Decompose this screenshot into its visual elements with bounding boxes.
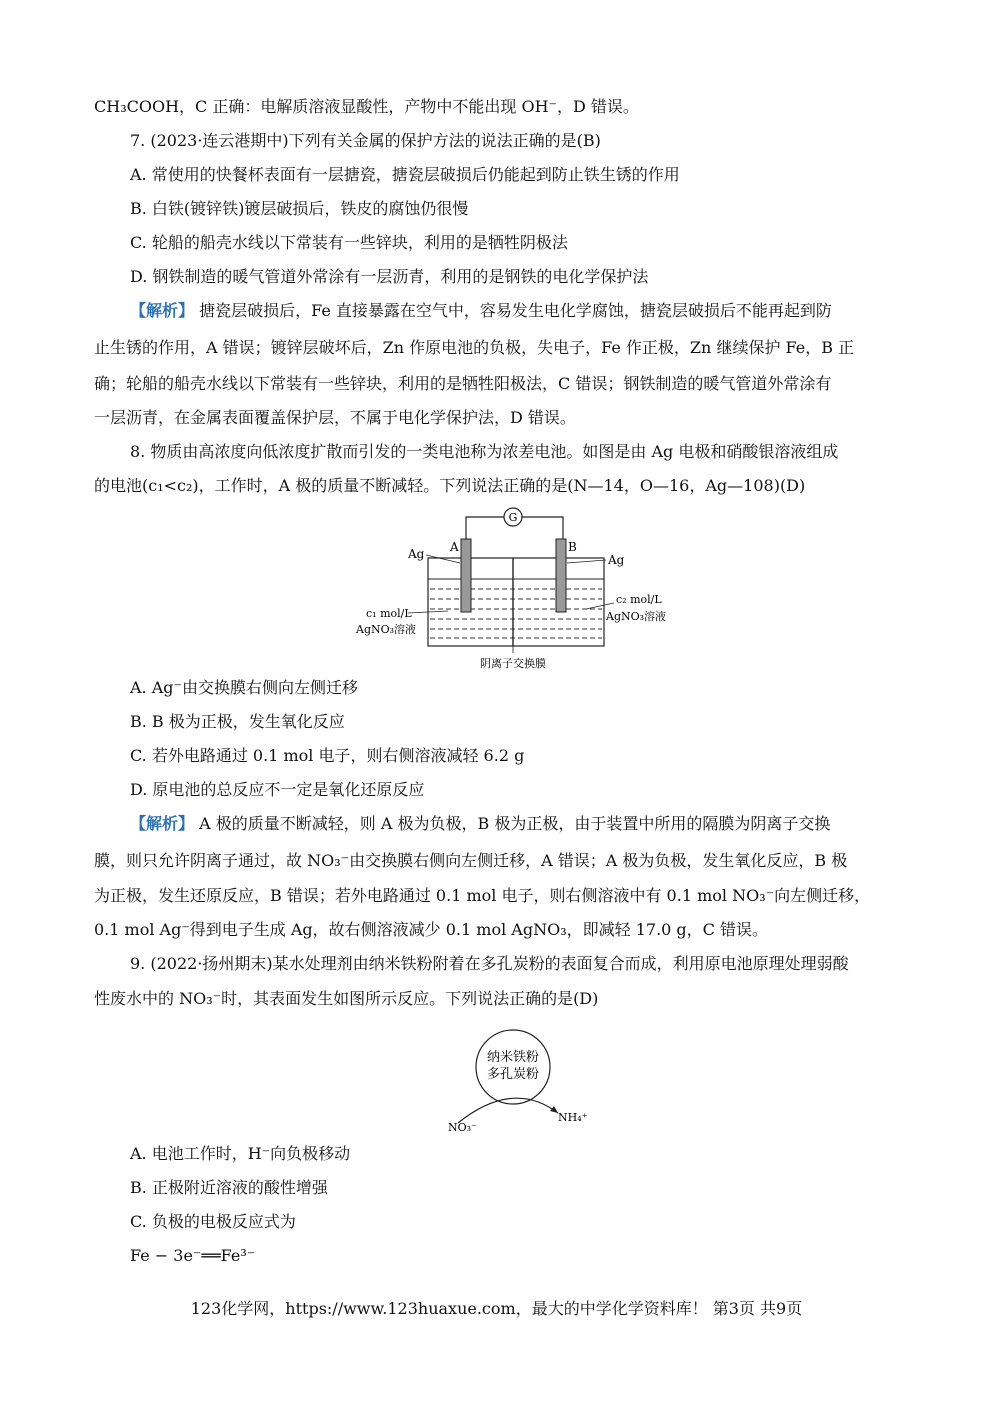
- galvanometer-label: G: [508, 511, 518, 524]
- electrode-a: [461, 539, 471, 612]
- reactant-label: NO₃⁻: [448, 1121, 477, 1134]
- left-solution: AgNO₃溶液: [356, 623, 417, 636]
- question-9-line2: 性废水中的 NO₃⁻时，其表面发生如图所示反应。下列说法正确的是(D): [94, 989, 599, 1008]
- analysis-text: A 极的质量不断减轻，则 A 极为负极，B 极为正极，由于装置中所用的隔膜为阴离子交换: [199, 814, 831, 833]
- option-7c: C. 轮船的船壳水线以下常装有一些锌块，利用的是牺牲阴极法: [130, 233, 568, 252]
- equation-9c: Fe − 3e⁻══Fe³⁻: [130, 1246, 256, 1265]
- right-solution: AgNO₃溶液: [606, 610, 667, 623]
- option-7d: D. 钢铁制造的暖气管道外常涂有一层沥青，利用的是钢铁的电化学保护法: [130, 267, 649, 286]
- left-concentration: c₁ mol/L: [366, 607, 412, 620]
- analysis-8-line1: [130, 813, 830, 835]
- ag-left-label: Ag: [408, 547, 425, 561]
- analysis-7-line3: 确；轮船的船壳水线以下常装有一些锌块，利用的是牺牲阳极法，C 错误；钢铁制造的暖气管道外常涂有: [94, 374, 832, 393]
- analysis-7-line4: 一层沥青，在金属表面覆盖保护层，不属于电化学保护法，D 错误。: [94, 408, 576, 427]
- option-9a: A. 电池工作时，H⁻向负极移动: [130, 1144, 351, 1163]
- option-8d: D. 原电池的总反应不一定是氧化还原反应: [130, 780, 425, 799]
- analysis-8-line3: 为正极，发生还原反应，B 错误；若外电路通过 0.1 mol 电子，则右侧溶液中有 0.1 mol NO₃⁻向左侧迁移，: [94, 886, 871, 905]
- membrane-label: 阴离子交换膜: [480, 657, 546, 670]
- electrode-b-label: B: [568, 540, 577, 554]
- concentration-cell-diagram: [350, 505, 670, 670]
- analysis-text: 搪瓷层破损后，Fe 直接暴露在空气中，容易发生电化学腐蚀，搪瓷层破损后不能再起到防: [199, 301, 832, 320]
- option-8c: C. 若外电路通过 0.1 mol 电子，则右侧溶液减轻 6.2 g: [130, 746, 525, 765]
- analysis-tag: 【解析】: [130, 301, 195, 320]
- right-concentration: c₂ mol/L: [616, 593, 662, 606]
- option-7b: B. 白铁(镀锌铁)镀层破损后，铁皮的腐蚀仍很慢: [130, 199, 469, 218]
- particle-label-2: 多孔炭粉: [486, 1067, 540, 1082]
- option-7a: A. 常使用的快餐杯表面有一层搪瓷，搪瓷层破损后仍能起到防止铁生锈的作用: [130, 165, 680, 184]
- ag-right-label: Ag: [608, 553, 625, 567]
- page-footer: 123化学网，https://www.123huaxue.com，最大的中学化学资料库！ 第3页 共9页: [190, 1299, 803, 1318]
- question-8-line2: 的电池(c₁<c₂)，工作时，A 极的质量不断减轻。下列说法正确的是(N—14，O—16，Ag—108)(D): [94, 476, 806, 495]
- option-9b: B. 正极附近溶液的酸性增强: [130, 1178, 328, 1197]
- analysis-8-line4: 0.1 mol Ag⁻得到电子生成 Ag，故右侧溶液减少 0.1 mol AgNO₃，即减轻 17.0 g，C 错误。: [94, 920, 768, 939]
- particle-label-1: 纳米铁粉: [486, 1050, 540, 1065]
- analysis-tag: 【解析】: [130, 814, 195, 833]
- electrode-b: [556, 539, 566, 612]
- text-line: CH₃COOH，C 正确：电解质溶液显酸性，产物中不能出现 OH⁻，D 错误。: [94, 97, 639, 116]
- nano-iron-carbon-diagram: [440, 1025, 590, 1137]
- question-7: 7. (2023·连云港期中)下列有关金属的保护方法的说法正确的是(B): [130, 131, 601, 150]
- analysis-7-line2: 止生锈的作用，A 错误；镀锌层破坏后，Zn 作原电池的负极，失电子，Fe 作正极，Zn 继续保护 Fe，B 正: [94, 338, 855, 357]
- option-8b: B. B 极为正极，发生氧化反应: [130, 712, 345, 731]
- analysis-8-line2: 膜，则只允许阴离子通过，故 NO₃⁻由交换膜右侧向左侧迁移，A 错误；A 极为负极，发生氧化反应，B 极: [94, 851, 848, 870]
- electrode-a-label: A: [450, 540, 459, 554]
- analysis-7-line1: [130, 300, 832, 322]
- option-8a: A. Ag⁻由交换膜右侧向左侧迁移: [130, 678, 358, 697]
- cell-container: [428, 558, 604, 646]
- option-9c: C. 负极的电极反应式为: [130, 1212, 296, 1231]
- question-9-line1: 9. (2022·扬州期末)某水处理剂由纳米铁粉附着在多孔炭粉的表面复合而成，利用原电池原理处理弱酸: [130, 954, 849, 973]
- product-label: NH₄⁺: [558, 1111, 588, 1124]
- question-8-line1: 8. 物质由高浓度向低浓度扩散而引发的一类电池称为浓差电池。如图是由 Ag 电极和硝酸银溶液组成: [130, 442, 839, 461]
